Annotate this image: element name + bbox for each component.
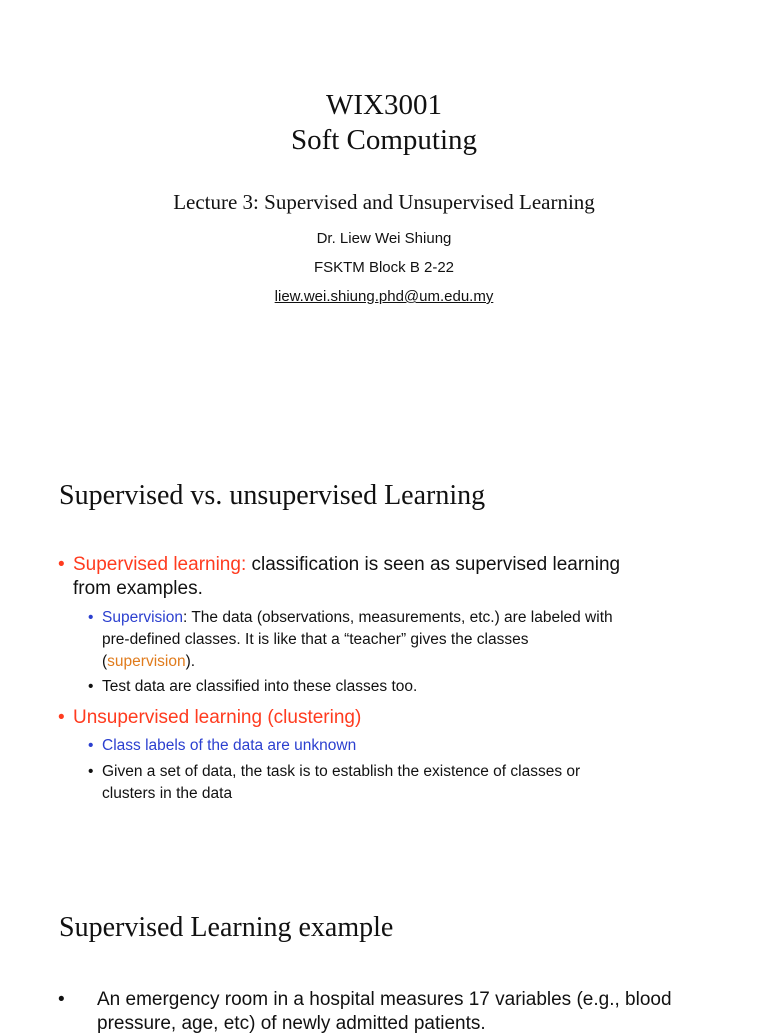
sub-bullet-text: : The data (observations, measurements, etc.) are labeled with (183, 609, 613, 626)
lecture-title: Lecture 3: Supervised and Unsupervised Learning (173, 190, 595, 214)
bullet-text: An emergency room in a hospital measures 17 variables (e.g., blood (97, 989, 672, 1010)
bullet-text: classification is seen as supervised learning (246, 554, 621, 575)
bullet-dot: • (58, 554, 65, 575)
sub-bullet-text-line2: clusters in the data (102, 785, 233, 802)
sub-bullet-class-labels: Class labels of the data are unknown (102, 737, 357, 754)
lecturer-name: Dr. Liew Wei Shiung (316, 230, 452, 247)
content-slide-supervised-example (0, 864, 768, 1034)
sub-bullet-given-data (102, 761, 752, 805)
bullet-dot: • (58, 707, 65, 728)
term-supervision-orange: supervision (107, 653, 186, 670)
lecturer-email-link[interactable]: liew.wei.shiung.phd@um.edu.my (274, 288, 494, 305)
bullet-text-cont: from examples. (73, 578, 203, 599)
lecturer-office: FSKTM Block B 2-22 (313, 259, 455, 276)
bullet-dot: • (58, 989, 65, 1010)
content-slide-supervised-vs-unsupervised (0, 432, 768, 864)
paren-open: ( (102, 653, 108, 670)
sub-bullet-dot: • (88, 763, 94, 780)
sub-bullet-dot: • (88, 678, 94, 695)
sub-bullet-test-data: Test data are classified into these classes too. (102, 678, 418, 695)
bullet-unsupervised-learning: Unsupervised learning (clustering) (73, 707, 362, 728)
course-name: Soft Computing (290, 124, 478, 156)
title-slide (0, 0, 768, 432)
sub-bullet-supervision (102, 607, 752, 673)
bullet-supervised-learning (73, 553, 753, 601)
term-supervised-learning: Supervised learning: (73, 554, 247, 575)
sub-bullet-text: Given a set of data, the task is to establish the existence of classes or (102, 763, 581, 780)
sub-bullet-dot: • (88, 737, 94, 754)
paren-close: ). (185, 653, 196, 670)
course-title (0, 88, 768, 158)
slide-title: Supervised Learning example (59, 912, 394, 943)
term-supervision: Supervision (102, 609, 183, 626)
sub-bullet-text-line2: pre-defined classes. It is like that a “teacher” gives the classes (102, 631, 529, 648)
slide-title: Supervised vs. unsupervised Learning (59, 480, 486, 511)
course-code: WIX3001 (326, 89, 442, 121)
bullet-text-line2: pressure, age, etc) of newly admitted patients. (97, 1013, 486, 1034)
bullet-emergency-room (97, 988, 757, 1036)
sub-bullet-dot: • (88, 609, 94, 626)
